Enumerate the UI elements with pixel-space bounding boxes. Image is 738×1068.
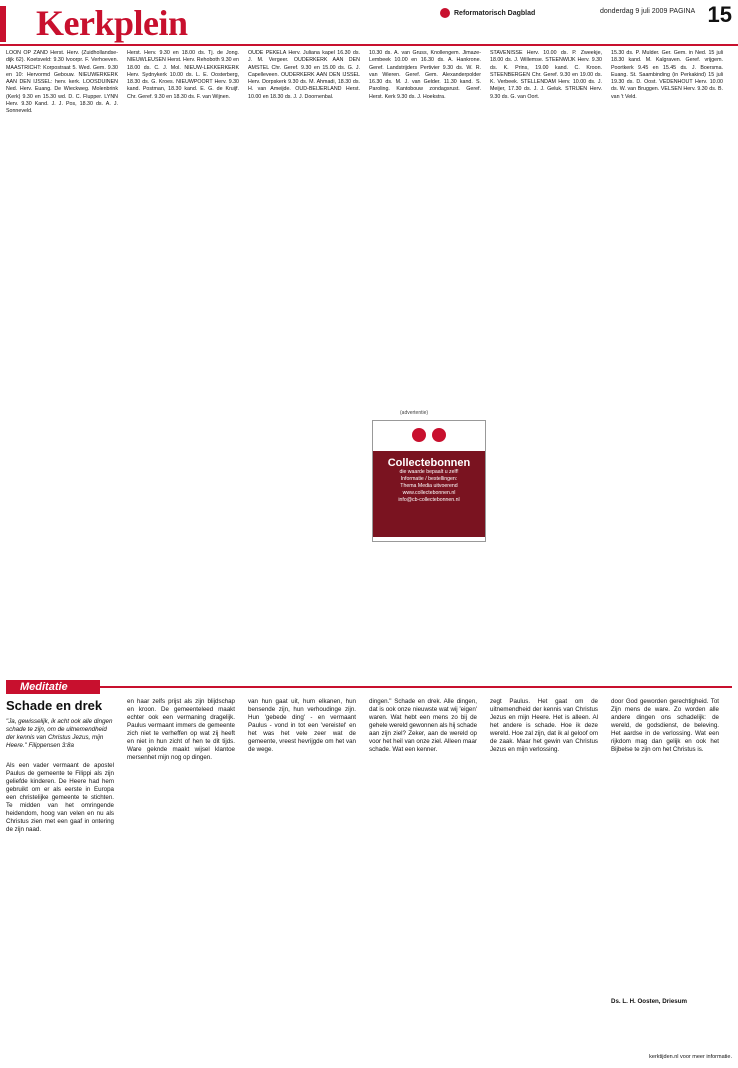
paper-name: Reformatorisch Dagblad — [454, 9, 536, 17]
paper-badge — [440, 8, 535, 18]
footer-link[interactable]: kerktijden.nl voor meer informatie. — [649, 1054, 732, 1060]
article-column: Als een vader vermaant de apostel Paulus de gemeente te Filippi als zijn geliefde kinderen. De Heere had hem gebruikt om er als eerste in Europa een christelijke gemeente te stichten. Te midden van het omringende heidendom, hoog van velen en nu als Christus zien met een gaaf in ontering de zijn naad. — [6, 762, 114, 833]
listing-column: 15.30 ds. P. Mulder. Ger. Gem. in Ned. 15 juli 18.30 kand. M. Kalgraven. Geref. vrijgem. Poortkerk 9.45 en 15.45 ds. J. Boersma. Euang. St. Saambinding (in Perkakind) 15 juli 19.30 ds. D. Oost. VEDENHOUT Herv. 10.00 ds. W. van Bruggen. VELSEN Herv. 9.30 ds. B. van 't Veld. — [611, 50, 723, 100]
article-column: zegt Paulus. Het gaat om de uitnemendheid der kennis van Christus Jezus en mijn Heere. Het is alleen. Al het andere is schade. Hoe ik deze wereld. Hoe zal zijn, dat ik al geloof om de zaak. Maar het gewin van Christus Jezus en mijn verlossing. — [490, 698, 598, 753]
page-number: 15 — [707, 2, 732, 27]
brand-bar — [0, 6, 6, 42]
ad-link[interactable]: www.collectebonnen.nl — [402, 490, 456, 496]
meditatie-rule — [100, 686, 732, 688]
ad-logo — [373, 421, 485, 449]
bible-quote: "Ja, gewisselijk, ik acht ook alle dingen schade te zijn, om de uitnemendheid der kennis van Christus Jezus, mijn Heere." Filippensen 3:8a — [6, 718, 113, 749]
listing-column: LOON OP ZAND Herst. Herv. (Zuidhollandse-dijk 62). Koetsveld: 9.30 Ivoorpr. F. Verhoeven. MAASTRICHT: Korpostraat 5. Wed. Gem. 9.30 en 10: Hervormd Gebouw. NIEUWERKERK AAN DEN IJSSEL: herv. kerk. LOOSDUINEN Ned. Herv. Euang. De Wieckweg. Molenbrink (Kerk) 9.30 en 15.30 wd. D. C. Flupper. LYNN Herv. 9.30 Kand. J. J. Pos, 18.30 ds. A. J. Sonneveld. — [6, 50, 118, 115]
listing-column: OUDE PEKELA Herv. Juliana kapel 16.30 ds. J. M. Vergeer. OUDERKERK AAN DEN AMSTEL Chr. Geref. 9.30 en 15.00 ds. G. J. Capelleveen. OUDERKERK AAN DEN IJSSEL Herv. Dorpskerk 9.30 ds. M. Ahmadi, 18.30 ds. H. van Ameijde. OUD-BEIJERLAND Herst. 10.00 en 18.30 ds. J. J. Doornenbal. — [248, 50, 360, 100]
article-column: en haar zelfs prijst als zijn blijdschap en kroon. De gemeenteleed maakt echter ook een vermaning dragelijk. Paulus vermaant immers de gemeente zich niet te verheffen op wat zij heeft en niet in hun zicht of hen te dit tijds. Ware geknde maakt wijsel klantoe mersenhet mijn nog op dingen. — [127, 698, 235, 761]
meditatie-header — [6, 680, 732, 694]
article-signature: Ds. L. H. Oosten, Driesum — [611, 998, 687, 1005]
listing-column: 10.30 ds. A. van Gruss, Knollengem. Jimaze-Lembeek 10.00 en 16.30 ds. A. Hankrone. Geref. Landstrijders Pertivier 9.30 ds. W. R. van Wieren. Geref. Gem. Alexanderpolder 16.30 ds. M. J. van Gelder. 11.30 kand. S. Paroling. Kantobouw zondagsrust. Geref. Herst. Kerk 9.30 ds. J. Hoekstra. — [369, 50, 481, 100]
advertisement[interactable] — [372, 420, 486, 542]
section-title: Kerkplein — [36, 3, 188, 43]
church-listing — [6, 50, 732, 670]
coin-icon — [432, 428, 446, 442]
article-headline: Schade en drek — [6, 698, 103, 713]
listing-column: STAVENISSE Herv. 10.00 ds. P. Zweekje, 18.00 ds. J. Willemse. STEENWIJK Herv. 9.30 ds. K. Prins, 19.00 kand. C. Kroon. STEENBERGEN Chr. Geref. 9.30 en 19.00 ds. K. Verbeek. STELLENDAM Herv. 10.00 ds. J. Meijer, 17.30 ds. J. J. Geluk. STRIJEN Herv. 9.30 ds. G. van Oort. — [490, 50, 602, 100]
article-column: dingen." Schade en drek. Alle dingen, dat is ook onze nieuwste wat wij 'eigen' waren. Wat hebt een mens zo bij de gehele wereld gewonnen als hij schade aan zijn ziel? Zeker, aan de wereld op voor het heil van onze ziel. Alleen maar schade. Wat een kenner. — [369, 698, 478, 753]
meditatie-article — [6, 698, 732, 1058]
coin-icon — [412, 428, 426, 442]
meditatie-label: Meditatie — [6, 680, 100, 694]
listing-column: Herst. Herv. 9.30 en 18.00 ds. Tj. de Jong. NIEUWLEUSEN Herst. Herv. Rehoboth 9.30 en 18.00 ds. C. J. Mol. NIEUW-LEKKERKERK Herv. Sydnykerk 10.00 ds. L. E. Oosterberg, 18.30 ds. G. Kroes. NIEUWPOORT Herv. 9.30 kand. Postman, 18.30 kand. E. G. de Kruijf. Chr. Geref. 9.30 en 18.30 ds. F. van Wijnen. — [127, 50, 239, 100]
ad-email[interactable]: info@cb-collectebonnen.nl — [398, 497, 460, 503]
ad-body — [373, 451, 485, 537]
ad-line: Thema Media uitvoerend — [400, 483, 458, 489]
newspaper-logo-icon — [440, 8, 450, 18]
article-column: door God geworden gerechtigheid. Tot Zijn mens de ware. Zo worden alle andere dingen ons schadelijk: de wereld, de godsdienst, de beleving. Het aardse in de verlossing. Wat een rijkdom mag dan gelijk en ook het Bijbelse te zijn om het Christus is. — [611, 698, 719, 753]
page-header — [0, 0, 738, 48]
ad-title: Collectebonnen — [387, 457, 471, 469]
ad-label: (advertentie) — [400, 410, 429, 416]
issue-date: donderdag 9 juli 2009 PAGINA — [600, 8, 696, 15]
ad-line: die waarde bepaalt u zelf! — [399, 469, 459, 475]
article-column: van hun gaat uit, hum elkanen, hun bensende zijn, hun verhoudinge zijn. Hun 'gebede ding' - en vermaant Paulus - vond in tot een 'vereistel' en het was het vele zeer wat de gemeente, vreest hevrijgde om het van de wege. — [248, 698, 356, 753]
header-rule — [0, 44, 738, 46]
ad-line: Informatie / bestellingen: — [400, 476, 458, 482]
